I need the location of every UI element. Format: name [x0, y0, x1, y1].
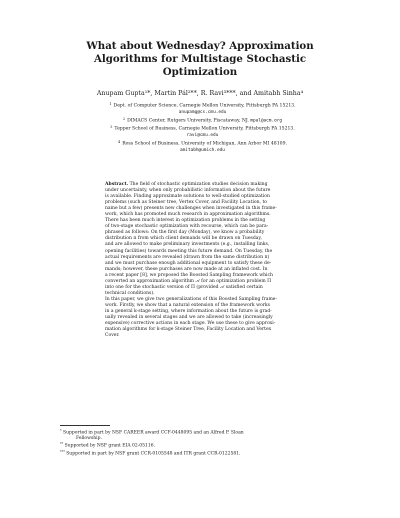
abstract-line: is available. Finding approximate solutions to well-studied optimization	[105, 194, 270, 200]
abstract-line: distribution π from which client demands will be drawn on Tuesday,	[105, 236, 262, 242]
affiliation-text: Dept. of Computer Science, Carnegie Mellon University, Pittsburgh PA 15213.	[113, 103, 296, 109]
abstract-line: problems (such as Steiner tree, Vertex Cover, and Facility Location, to	[105, 200, 268, 206]
abstract-line: and we must purchase enough additional equipment to satisfy these de-	[105, 260, 272, 266]
abstract-line: technical conditions).	[105, 290, 155, 296]
abstract-line: There has been much interest in optimization problems in the setting	[105, 218, 266, 224]
footnote-text: Supported in part by NSF grant CCR-0105548 and ITR grant CCR-0122581.	[66, 451, 241, 457]
affiliation-number: 1	[109, 102, 112, 106]
abstract-line: into one for the stochastic version of Π (provided 𝒜 satisfied certain	[105, 284, 263, 290]
author-list: Anupam Gupta¹*, Martin Pál²**, R. Ravi³***, and Amitabh Sinha⁴	[96, 90, 304, 97]
abstract-line: a recent paper [8], we proposed the Boosted Sampling framework which	[105, 272, 273, 278]
footnote-mark: *	[60, 429, 62, 433]
footnote-mark: **	[60, 442, 64, 447]
abstract-line: mands; however, these purchases are now made at an inflated cost. In	[105, 266, 268, 272]
abstract-line: mation algorithms for k-stage Steiner Tree, Facility Location and Vertex	[105, 327, 272, 333]
affiliations	[70, 101, 335, 154]
affiliation-number: 3	[110, 125, 113, 130]
abstract-text: The field of stochastic optimization studies decision making	[129, 182, 268, 187]
abstract-line: actual requirements are revealed (drawn from the same distribution π)	[105, 254, 270, 260]
footnote-line	[60, 450, 320, 457]
title-line: Algorithms for Multistage Stochastic	[93, 53, 307, 66]
abstract-line: work, which has promoted much research in approximation algorithms.	[105, 212, 271, 218]
affiliation-text: Tepper School of Business, Carnegie Mellon University, Pittsburgh PA 15213.	[114, 126, 295, 132]
affiliation-text: DIMACS Center, Rutgers University, Piscataway, NJ.	[127, 118, 249, 124]
footnote-2	[60, 442, 320, 449]
abstract-line: expensive) corrective actions in each stage. We use these to give approxi-	[105, 321, 276, 327]
affiliation-1	[70, 101, 335, 110]
abstract-line: of two-stage stochastic optimization with recourse, which can be para-	[105, 224, 269, 230]
affiliation-4-email	[70, 148, 335, 154]
abstract-heading: Abstract.	[105, 182, 129, 187]
abstract-line: In this paper, we give two generalizations of this Boosted Sampling frame-	[105, 296, 278, 302]
abstract-line: and are allowed to make preliminary investments (e.g., installing links,	[105, 242, 270, 248]
affiliation-4	[70, 139, 335, 148]
abstract-line: under uncertainty, when only probabilistic information about the future	[105, 188, 271, 194]
footnote-mark: ***	[60, 449, 65, 454]
email-address: mpal@acm.org	[250, 118, 283, 124]
abstract-line: ually revealed in several stages and we are allowed to take (increasingly	[105, 315, 273, 321]
affiliation-3	[70, 124, 335, 133]
footnotes	[60, 425, 320, 457]
affiliation-number: 2	[122, 116, 126, 121]
title-line: What about Wednesday? Approximation	[86, 40, 314, 52]
abstract-line: opening facilities) towards meeting this future demand. On Tuesday, the	[105, 248, 273, 254]
affiliation-number: 4	[118, 139, 121, 144]
paper-title	[60, 40, 340, 80]
footnote-rule	[60, 425, 110, 426]
email-address: amitabh@umich.edu	[180, 147, 225, 153]
footnote-line	[60, 442, 320, 449]
abstract-line: phrased as follows: On the first day (Monday), we know a probability	[105, 230, 265, 236]
footnote-1	[60, 429, 320, 442]
footnote-3	[60, 450, 320, 457]
abstract-line: Cover.	[105, 333, 120, 339]
abstract	[105, 182, 301, 339]
email-address: anupamg@cs.cmu.edu	[178, 109, 227, 115]
abstract-line: in a general k-stage setting, where information about the future is grad-	[105, 308, 272, 314]
abstract-line: name but a few) presents new challenges when investigated in this frame-	[105, 206, 277, 212]
footnote-line: Fellowship.	[76, 436, 102, 442]
affiliation-2	[70, 116, 335, 125]
abstract-line: work. Firstly, we show that a natural extension of the framework works	[105, 302, 270, 308]
email-address: ravi@cmu.edu	[186, 132, 219, 138]
footnote-text: Supported by NSF grant EIA 02-05116.	[64, 443, 156, 449]
abstract-line: converted an approximation algorithm 𝒜 for an optimization problem Π	[105, 278, 272, 284]
affiliation-text: Ross School of Business, University of Michigan, Ann Arbor MI 48109.	[122, 141, 287, 147]
title-line: Optimization	[162, 66, 238, 79]
footnote-text: Supported in part by NSF CAREER award CCF-0448095 and an Alfred P. Sloan	[63, 430, 244, 436]
